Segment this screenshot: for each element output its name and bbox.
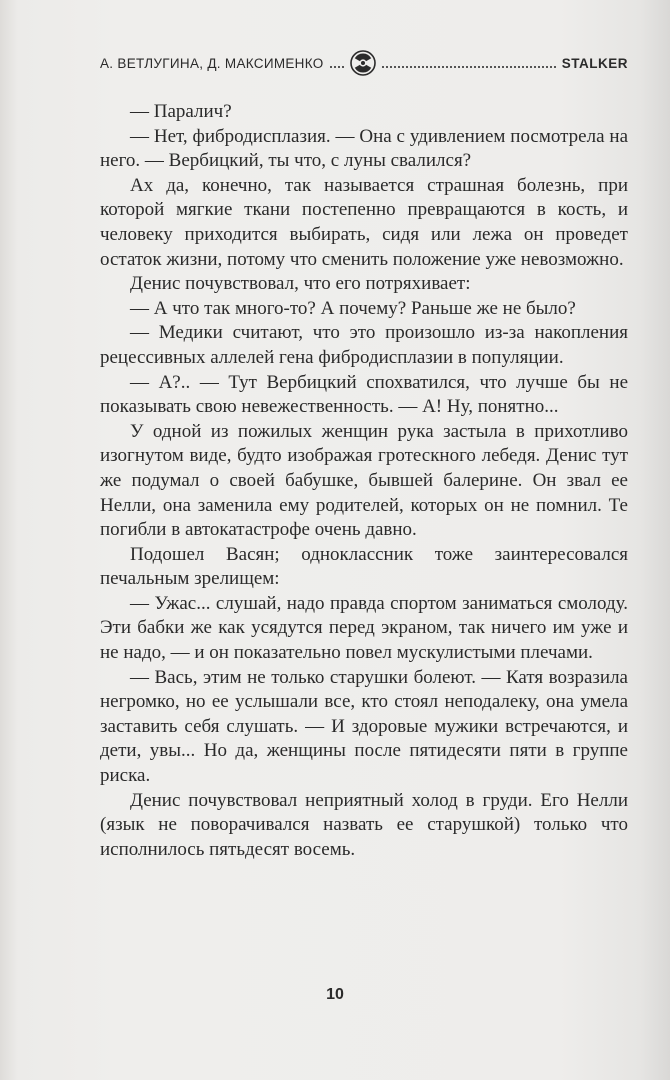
paragraph: Денис почувствовал неприятный холод в груди. Его Нелли (язык не поворачивался назвать ее старушкой) только что исполнилось пятьдесят восемь. bbox=[100, 789, 628, 860]
paragraph: — А?.. — Тут Вербицкий спохватился, что лучше бы не показывать свою невежественность. — А! Ну, понятно... bbox=[100, 371, 628, 418]
page-number: 10 bbox=[326, 986, 344, 1003]
header-dot-leader-left bbox=[330, 66, 344, 68]
paragraph: — Нет, фибродисплазия. — Она с удивлением посмотрела на него. — Вербицкий, ты что, с луны свалился? bbox=[100, 125, 628, 172]
paragraph: — Паралич? bbox=[130, 101, 232, 122]
running-header bbox=[100, 48, 628, 78]
header-dot-leader-right bbox=[382, 66, 556, 68]
header-authors: А. ВЕТЛУГИНА, Д. МАКСИМЕНКО bbox=[100, 55, 324, 71]
paragraph: Подошел Васян; одноклассник тоже заинтересовался печальным зрелищем: bbox=[100, 543, 628, 590]
paragraph: — Ужас... слушай, надо правда спортом заниматься смолоду. Эти бабки же как усядутся перед экраном, так ничего им уже и не надо, — и он показательно повел мускулистыми плечами. bbox=[100, 592, 628, 664]
paragraph: Ах да, конечно, так называется страшная болезнь, при которой мягкие ткани постепенно превращаются в кость, и человеку приходится выбирать, сидя или лежа он проведет остаток жизни, потому что сменить положение уже невозможно. bbox=[100, 174, 628, 270]
paragraph: — А что так много-то? А почему? Раньше же не было? bbox=[130, 297, 576, 319]
paragraph: Денис почувствовал, что его потряхивает: bbox=[130, 273, 471, 295]
paragraph: — Медики считают, что это произошло из-за накопления рецессивных аллелей гена фибродисплазии в популяции. bbox=[100, 322, 628, 368]
radiation-icon bbox=[350, 50, 376, 76]
paragraph: — Вась, этим не только старушки болеют. — Катя возразила негромко, но ее услышали все, кто стоял неподалеку, она умела заставить себя слушать. — И здоровые мужики встречаются, и дети, увы... Но да, женщины после пятидесяти пяти в группе риска. bbox=[100, 666, 628, 787]
paragraph: У одной из пожилых женщин рука застыла в прихотливо изогнутом виде, будто изображая гротескного лебедя. Денис тут же подумал о своей бабушке, бывшей балерине. Он звал ее Нелли, она заменила ему родителей, которых он не помнил. Те погибли в автокатастрофе очень давно. bbox=[100, 420, 628, 541]
header-series: STALKER bbox=[561, 55, 628, 71]
body-text bbox=[100, 100, 628, 862]
